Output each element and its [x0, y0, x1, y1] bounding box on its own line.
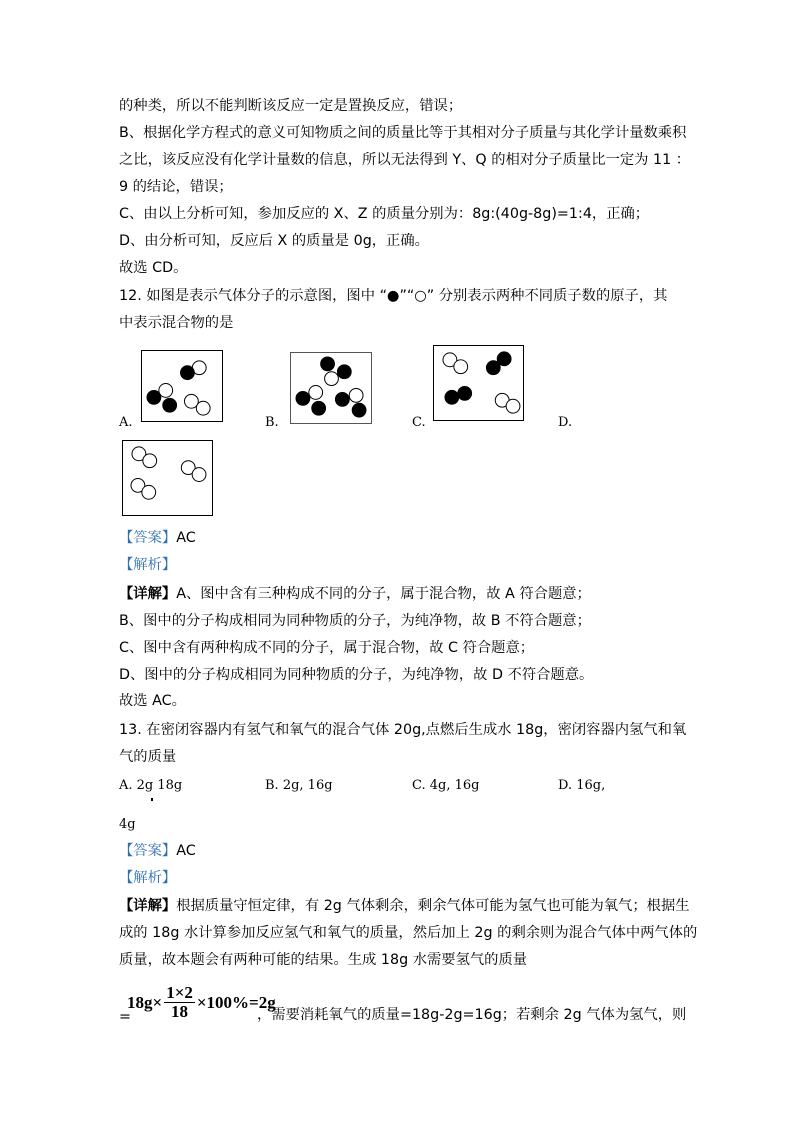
formula-hydrogen-mass [127, 984, 276, 1021]
detail-label: 【详解】 [119, 898, 177, 914]
detail-line: 故选 AC。 [119, 693, 186, 709]
option-d: D. 16g, [558, 778, 606, 793]
answer-label: 【答案】 [119, 530, 177, 546]
answer-value: AC [176, 843, 196, 859]
answer-line [119, 529, 196, 547]
answer-value: AC [176, 530, 196, 546]
option-d-wrap: 4g [119, 817, 136, 832]
text-line: D、由分析可知，反应后 X 的质量是 0g，正确。 [119, 233, 429, 249]
detail-line: B、图中的分子构成相同为同种物质的分子，为纯净物，故 B 不符合题意； [119, 613, 591, 629]
detail-text: 根据质量守恒定律，有 2g 气体剩余，剩余气体可能为氢气也可能为氧气；根据生 [176, 898, 690, 914]
question-12-text: 12. 如图是表示气体分子的示意图，图中 “●”“○” 分别表示两种不同质子数的原子，其 [119, 288, 668, 304]
text-line: 9 的结论，错误； [119, 179, 233, 195]
text-line: B、根据化学方程式的意义可知物质之间的质量比等于其相对分子质量与其化学计量数乘积 [119, 125, 687, 141]
option-c: C. 4g, 16g [412, 778, 480, 793]
detail-line [119, 585, 591, 603]
formula-rhs: ×100%=2g [196, 992, 276, 1012]
fraction-denominator: 18 [171, 1002, 189, 1021]
equals-sign: = [119, 1009, 131, 1025]
detail-text: A、图中含有三种构成不同的分子，属于混合物，故 A 符合题意； [176, 586, 591, 602]
option-a: A. 2g 18g [119, 778, 183, 793]
text-line: 的种类，所以不能判断该反应一定是置换反应，错误； [119, 98, 463, 114]
formula-fraction [164, 984, 195, 1021]
text-line: C、由以上分析可知，参加反应的 X、Z 的质量分别为：8g:(40g-8g)=1:4，正确； [119, 206, 650, 222]
formula-lhs: 18g× [127, 992, 163, 1012]
detail-line [119, 897, 690, 915]
detail-line: ，需要消耗氧气的质量=18g-2g=16g；若剩余 2g 气体为氢气，则 [257, 1007, 687, 1023]
detail-line: 成的 18g 水计算参加反应氢气和氧气的质量，然后加上 2g 的剩余则为混合气体中两气体的 [119, 925, 698, 941]
figure-d-molecules [122, 440, 213, 516]
question-13-text: 13. 在密闭容器内有氢气和氧气的混合气体 20g,点燃后生成水 18g，密闭容器内氢气和氧 [119, 722, 687, 738]
detail-line: D、图中的分子构成相同为同种物质的分子，为纯净物，故 D 不符合题意。 [119, 667, 594, 683]
analysis-label: 【解析】 [119, 870, 177, 886]
figure-c-molecules [433, 345, 524, 421]
option-d-label: D. [558, 415, 573, 430]
question-12-text: 中表示混合物的是 [119, 315, 234, 331]
option-b: B. 2g, 16g [265, 778, 333, 793]
figure-a-molecules [141, 350, 223, 422]
figure-b-molecules [290, 352, 372, 424]
stray-comma-mark [151, 798, 153, 801]
detail-line: C、图中含有两种构成不同的分子，属于混合物，故 C 符合题意； [119, 640, 535, 656]
option-b-label: B. [265, 415, 279, 430]
detail-label: 【详解】 [119, 586, 177, 602]
detail-line: 质量，故本题会有两种可能的结果。生成 18g 水需要氢气的质量 [119, 952, 528, 968]
text-line: 故选 CD。 [119, 260, 188, 276]
option-c-label: C. [412, 415, 426, 430]
answer-label: 【答案】 [119, 843, 177, 859]
question-13-text: 气的质量 [119, 749, 177, 765]
fraction-numerator: 1×2 [166, 983, 193, 1002]
text-line: 之比，该反应没有化学计量数的信息，所以无法得到 Y、Q 的相对分子质量比一定为 11 ： [119, 152, 691, 168]
option-a-label: A. [119, 415, 133, 430]
analysis-label: 【解析】 [119, 557, 177, 573]
answer-line [119, 842, 196, 860]
